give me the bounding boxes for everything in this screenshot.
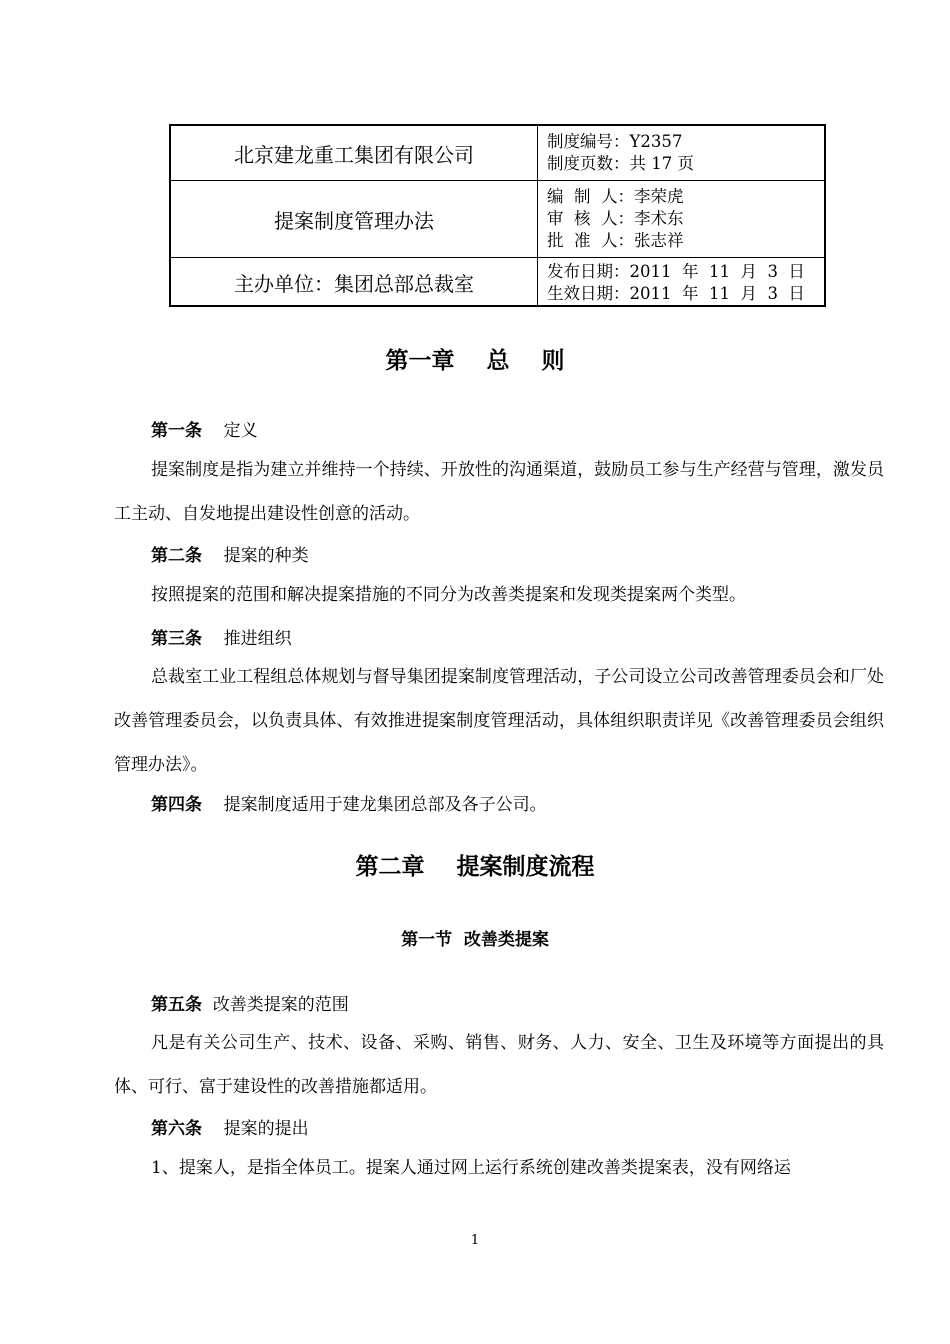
article-6-number: 第六条: [151, 1119, 202, 1139]
article-2-number: 第二条: [151, 546, 202, 566]
doc-meta-3: [547, 258, 827, 307]
article-1-heading: [151, 416, 258, 441]
article-3-number: 第三条: [151, 629, 202, 649]
article-1-title: 定义: [223, 421, 258, 441]
host-unit: 主办单位：集团总部总裁室: [171, 258, 538, 307]
approved-by: 批 准 人：张志祥: [547, 231, 684, 250]
article-6-title: 提案的提出: [223, 1119, 309, 1139]
article-5-number: 第五条: [151, 995, 202, 1015]
article-5-title: 改善类提案的范围: [212, 995, 349, 1015]
article-2-heading: [151, 541, 309, 566]
page-number: 1: [470, 1233, 480, 1248]
section-1-title: 第一节 改善类提案: [401, 930, 549, 950]
doc-meta-1: [547, 126, 827, 180]
article-6-text: 1、提案人，是指全体员工。提案人通过网上运行系统创建改善类提案表，没有网络运: [151, 1158, 791, 1178]
header-row-title: [171, 181, 824, 258]
article-2-title: 提案的种类: [223, 546, 309, 566]
article-5-heading: [151, 990, 349, 1015]
article-6-heading: [151, 1114, 309, 1139]
article-4-number: 第四条: [151, 795, 202, 815]
release-date: 发布日期：2011 年 11 月 3 日: [547, 261, 805, 281]
reviewed-by: 审 核 人：李术东: [547, 209, 684, 228]
article-1-text: 提案制度是指为建立并维持一个持续、开放性的沟通渠道，鼓励员工参与生产经营与管理，激发员工主动、自发地提出建设性创意的活动。: [114, 460, 884, 524]
header-row-unit: [171, 258, 824, 307]
doc-meta-2: [547, 181, 827, 257]
company-name: 北京建龙重工集团有限公司: [171, 126, 538, 180]
article-4-title: 提案制度适用于建龙集团总部及各子公司。: [223, 795, 547, 815]
article-5-text: 凡是有关公司生产、技术、设备、采购、销售、财务、人力、安全、卫生及环境等方面提出的具体、可行、富于建设性的改善措施都适用。: [114, 1033, 884, 1097]
doc-title: 提案制度管理办法: [171, 181, 538, 257]
prepared-by: 编 制 人：李荣虎: [547, 187, 684, 206]
article-1-number: 第一条: [151, 421, 202, 441]
effective-date: 生效日期：2011 年 11 月 3 日: [547, 283, 805, 303]
document-header-table: [169, 124, 826, 307]
article-2-text: 按照提案的范围和解决提案措施的不同分为改善类提案和发现类提案两个类型。: [151, 585, 746, 605]
header-row-company: [171, 126, 824, 181]
doc-pages: 制度页数：共 17 页: [547, 154, 694, 173]
article-3-text: 总裁室工业工程组总体规划与督导集团提案制度管理活动，子公司设立公司改善管理委员会和厂处改善管理委员会，以负责具体、有效推进提案制度管理活动，具体组织职责详见《改善管理委员会组织管理办法》。: [114, 667, 884, 775]
chapter-2-title: 第二章 提案制度流程: [355, 853, 595, 880]
chapter-1-title: 第一章 总 则: [385, 347, 565, 374]
article-3-heading: [151, 624, 292, 649]
article-4-heading: [151, 790, 547, 815]
article-3-title: 推进组织: [223, 629, 292, 649]
doc-number: 制度编号：Y2357: [547, 132, 683, 151]
